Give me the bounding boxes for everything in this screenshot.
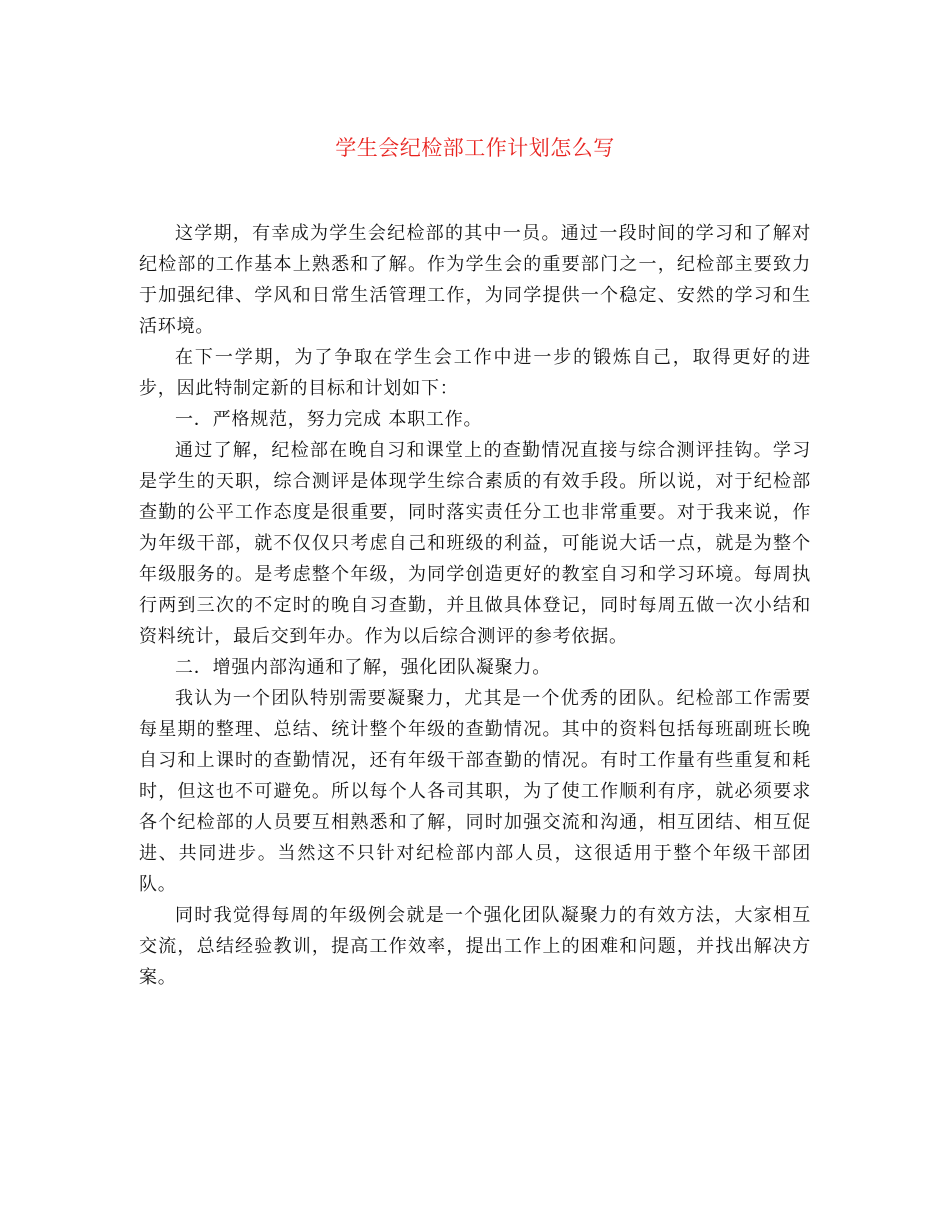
document-body (139, 218, 811, 993)
paragraph-intro: 这学期，有幸成为学生会纪检部的其中一员。通过一段时间的学习和了解对纪检部的工作基本上熟悉和了解。作为学生会的重要部门之一，纪检部主要致力于加强纪律、学风和日常生活管理工作，为同学提供一个稳定、安然的学习和生活环境。 (139, 223, 811, 337)
paragraph-section-1: 通过了解，纪检部在晚自习和课堂上的查勤情况直接与综合测评挂钩。学习是学生的天职，综合测评是体现学生综合素质的有效手段。所以说，对于纪检部查勤的公平工作态度是很重要，同时落实责任分工也非常重要。对于我来说，作为年级干部，就不仅仅只考虑自己和班级的利益，可能说大话一点，就是为整个年级服务的。是考虑整个年级，为同学创造更好的教室自习和学习环境。每周执行两到三次的不定时的晚自习查勤，并且做具体登记，同时每周五做一次小结和资料统计，最后交到年办。作为以后综合测评的参考依据。 (139, 440, 811, 647)
section-heading-2: 二．增强内部沟通和了解，强化团队凝聚力。 (175, 657, 551, 678)
paragraph-plan-intro: 在下一学期，为了争取在学生会工作中进一步的锻炼自己，取得更好的进步，因此特制定新的目标和计划如下： (139, 347, 811, 399)
document-title: 学生会纪检部工作计划怎么写 (335, 136, 615, 160)
section-heading-1: 一．严格规范，努力完成 本职工作。 (175, 409, 483, 430)
paragraph-meeting: 同时我觉得每周的年级例会就是一个强化团队凝聚力的有效方法，大家相互交流，总结经验教训，提高工作效率，提出工作上的困难和问题，并找出解决方案。 (139, 905, 811, 988)
paragraph-section-2: 我认为一个团队特别需要凝聚力，尤其是一个优秀的团队。纪检部工作需要每星期的整理、总结、统计整个年级的查勤情况。其中的资料包括每班副班长晚自习和上课时的查勤情况，还有年级干部查勤的情况。有时工作量有些重复和耗时，但这也不可避免。所以每个人各司其职，为了使工作顺利有序，就必须要求各个纪检部的人员要互相熟悉和了解，同时加强交流和沟通，相互团结、相互促进、共同进步。当然这不只针对纪检部内部人员，这很适用于整个年级干部团队。 (139, 688, 811, 895)
